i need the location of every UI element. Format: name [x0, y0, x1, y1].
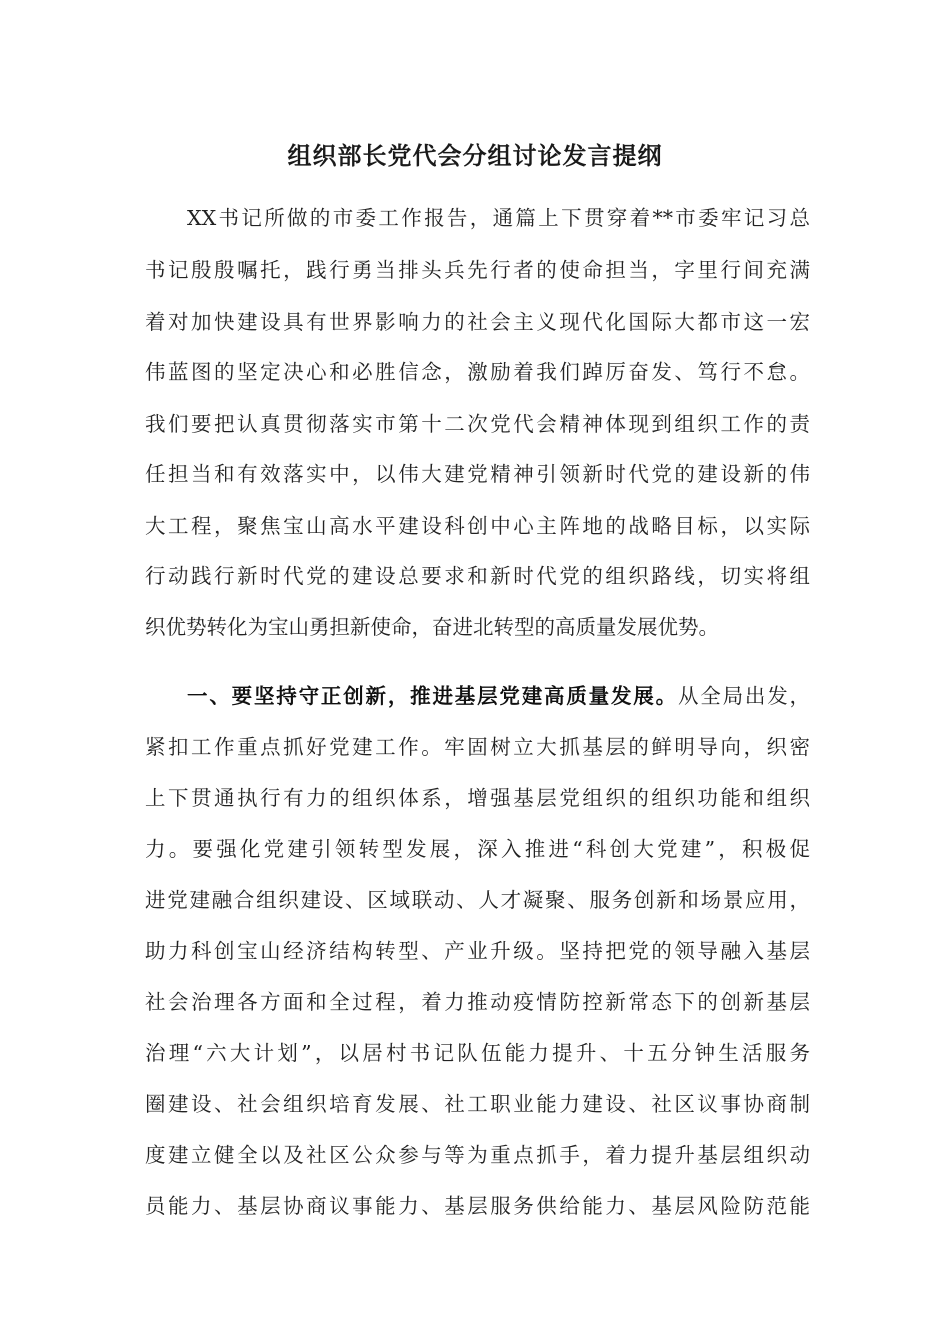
paragraph-1-line: 我们要把认真贯彻落实市第十二次党代会精神体现到组织工作的责 — [145, 412, 810, 436]
section-1-line: 员能力、基层协商议事能力、基层服务供给能力、基层风险防范能 — [145, 1194, 810, 1218]
paragraph-1-line: 行动践行新时代党的建设总要求和新时代党的组织路线，切实将组 — [145, 564, 810, 588]
section-1-line: 助力科创宝山经济结构转型、产业升级。坚持把党的领导融入基层 — [145, 939, 810, 963]
section-1-line: 进党建融合组织建设、区域联动、人才凝聚、服务创新和场景应用， — [145, 888, 810, 912]
section-1-line: 紧扣工作重点抓好党建工作。牢固树立大抓基层的鲜明导向，织密 — [145, 735, 810, 759]
paragraph-1-line: 织优势转化为宝山勇担新使命，奋进北转型的高质量发展优势。 — [145, 615, 719, 639]
document-title: 组织部长党代会分组讨论发言提纲 — [287, 141, 663, 170]
paragraph-1-line: 大工程，聚焦宝山高水平建设科创中心主阵地的战略目标，以实际 — [145, 514, 810, 538]
section-1-line: 圈建设、社会组织培育发展、社工职业能力建设、社区议事协商制 — [145, 1092, 810, 1116]
paragraph-1-line: 伟蓝图的坚定决心和必胜信念，激励着我们踔厉奋发、笃行不怠。 — [145, 360, 810, 384]
paragraph-1-line: 任担当和有效落实中，以伟大建党精神引领新时代党的建设新的伟 — [145, 462, 810, 486]
section-1-first-line-rest: 从全局出发， — [677, 684, 810, 708]
section-1-line: 度建立健全以及社区公众参与等为重点抓手，着力提升基层组织动 — [145, 1143, 810, 1167]
paragraph-1-line: 书记殷殷嘱托，践行勇当排头兵先行者的使命担当，字里行间充满 — [145, 258, 810, 282]
paragraph-1-line: 着对加快建设具有世界影响力的社会主义现代化国际大都市这一宏 — [145, 310, 810, 334]
paragraph-1-line: XX书记所做的市委工作报告，通篇上下贯穿着**市委牢记习总 — [187, 206, 810, 230]
section-1-first-line — [187, 681, 810, 711]
section-1-line: 力。要强化党建引领转型发展，深入推进“科创大党建”，积极促 — [145, 837, 810, 861]
section-1-heading: 一、要坚持守正创新，推进基层党建高质量发展。 — [187, 684, 678, 708]
section-1-line: 社会治理各方面和全过程，着力推动疫情防控新常态下的创新基层 — [145, 990, 810, 1014]
section-1-line: 上下贯通执行有力的组织体系，增强基层党组织的组织功能和组织 — [145, 786, 810, 810]
section-1-line: 治理“六大计划”，以居村书记队伍能力提升、十五分钟生活服务 — [145, 1041, 810, 1065]
